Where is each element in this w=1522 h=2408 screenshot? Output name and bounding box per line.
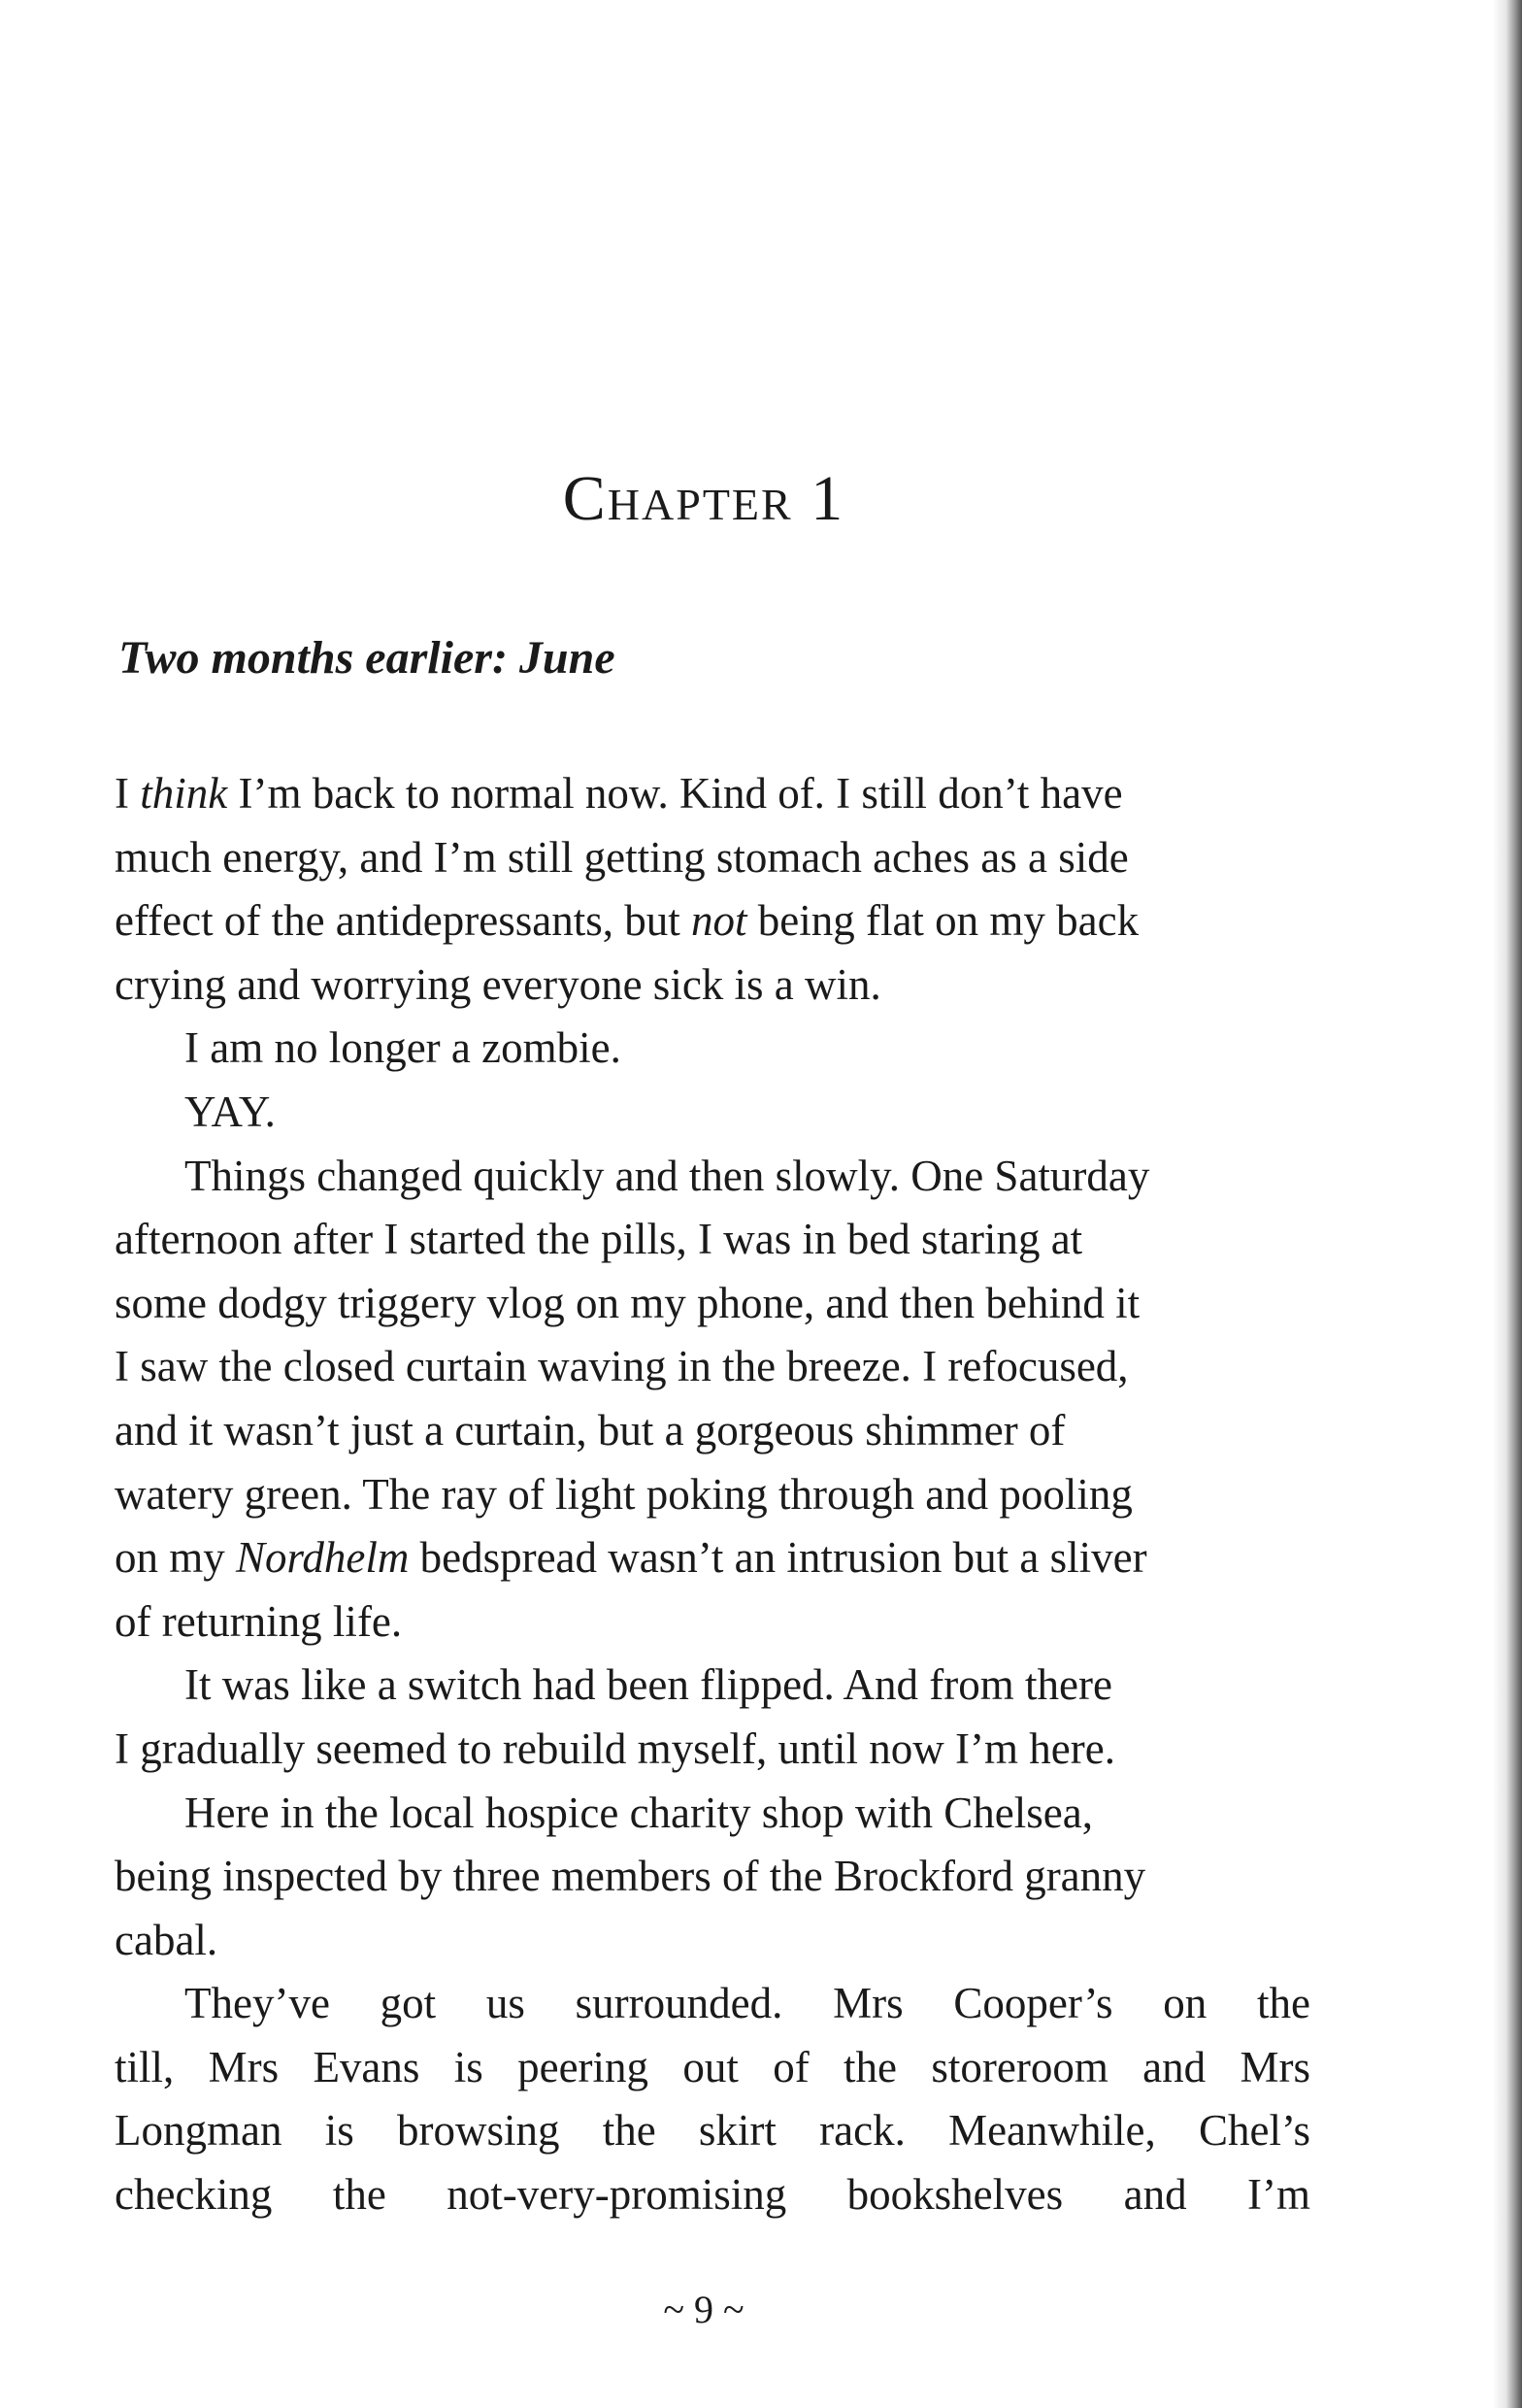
text-line: I saw the closed curtain waving in the breeze. I refocused, <box>115 1342 1129 1391</box>
paragraph <box>115 1017 1310 1081</box>
paragraph <box>115 1081 1310 1145</box>
page-number: ~ 9 ~ <box>663 2288 744 2331</box>
paragraph <box>115 1972 1310 2226</box>
page-edge-shadow <box>1493 0 1522 2408</box>
body-text <box>115 762 1310 2227</box>
text-line: It was like a switch had been flipped. And from there <box>184 1660 1112 1710</box>
text-line: I think I’m back to normal now. Kind of. I still don’t have <box>115 769 1123 818</box>
text-line: watery green. The ray of light poking through and pooling <box>115 1469 1133 1519</box>
paragraph <box>115 1782 1310 1973</box>
text-line: I gradually seemed to rebuild myself, until now I’m here. <box>115 1723 1115 1773</box>
text-line: Longman is browsing the skirt rack. Meanwhile, Chel’s <box>115 2106 1310 2156</box>
text-line: afternoon after I started the pills, I was in bed staring at <box>115 1215 1083 1264</box>
text-line: crying and worrying everyone sick is a win. <box>115 959 881 1009</box>
emphasis: not <box>690 896 747 946</box>
emphasis: think <box>140 769 228 818</box>
text-line: much energy, and I’m still getting stomach aches as a side <box>115 832 1129 882</box>
text-line: on my Nordhelm bedspread wasn’t an intrusion but a sliver <box>115 1533 1147 1583</box>
text-line: and it wasn’t just a curtain, but a gorgeous shimmer of <box>115 1405 1066 1455</box>
chapter-title: Chapter 1 <box>562 463 845 535</box>
text-line: I am no longer a zombie. <box>184 1023 621 1073</box>
paragraph <box>115 1145 1310 1655</box>
text-line: effect of the antidepressants, but not being flat on my back <box>115 896 1140 946</box>
text-line: YAY. <box>184 1087 276 1136</box>
text-line: Things changed quickly and then slowly. One Saturday <box>184 1151 1150 1200</box>
text-line: being inspected by three members of the Brockford granny <box>115 1852 1146 1901</box>
text-line: till, Mrs Evans is peering out of the storeroom and Mrs <box>115 2042 1310 2091</box>
chapter-subtitle: Two months earlier: June <box>118 632 615 684</box>
text-line: cabal. <box>115 1915 218 1964</box>
paragraph <box>115 762 1310 1017</box>
text-line: Here in the local hospice charity shop with Chelsea, <box>184 1788 1093 1837</box>
text-line: of returning life. <box>115 1596 403 1646</box>
emphasis: Nordhelm <box>236 1533 410 1583</box>
text-line: checking the not-very-promising bookshelves and I’m <box>115 2170 1310 2220</box>
paragraph <box>115 1654 1310 1781</box>
text-line: They’ve got us surrounded. Mrs Cooper’s on the <box>184 1979 1310 2028</box>
text-line: some dodgy triggery vlog on my phone, and then behind it <box>115 1278 1141 1327</box>
